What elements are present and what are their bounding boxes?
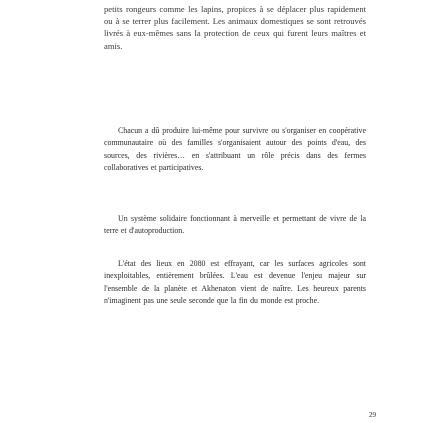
paragraph-3: Un système solidaire fonctionnant à merveille et permettant de vivre de la terre et d'autoproduction.	[104, 214, 366, 236]
paragraph-1: petits rongeurs comme les lapins, propices à se déplacer plus rapidement ou à se terrer plus facilement. Les animaux domestiques se sont retrouvés livrés à eux-mêmes sans la protection de ceux qui furent leurs maîtres et amis.	[104, 4, 366, 51]
paragraph-2: Chacun a dû produire lui-même pour survivre ou s'organiser en coopérative communautaire où des familles s'organisaient autour des points d'eau, des sources, des rivières… en s'attribuant un rôle précis dans des fermes collaboratives et participatives.	[104, 126, 366, 172]
page-number: 29	[369, 411, 376, 419]
paragraph-4: L'état des lieux en 2080 est effrayant, car les surfaces agricoles sont inexploitables, entièrement brûlées. L'eau est devenue l'enjeu majeur sur l'ensemble de la planète et Akhenaton vient de naître. Les heureux parents n'imaginent pas une seule seconde que la fin du monde est proche.	[104, 259, 366, 305]
